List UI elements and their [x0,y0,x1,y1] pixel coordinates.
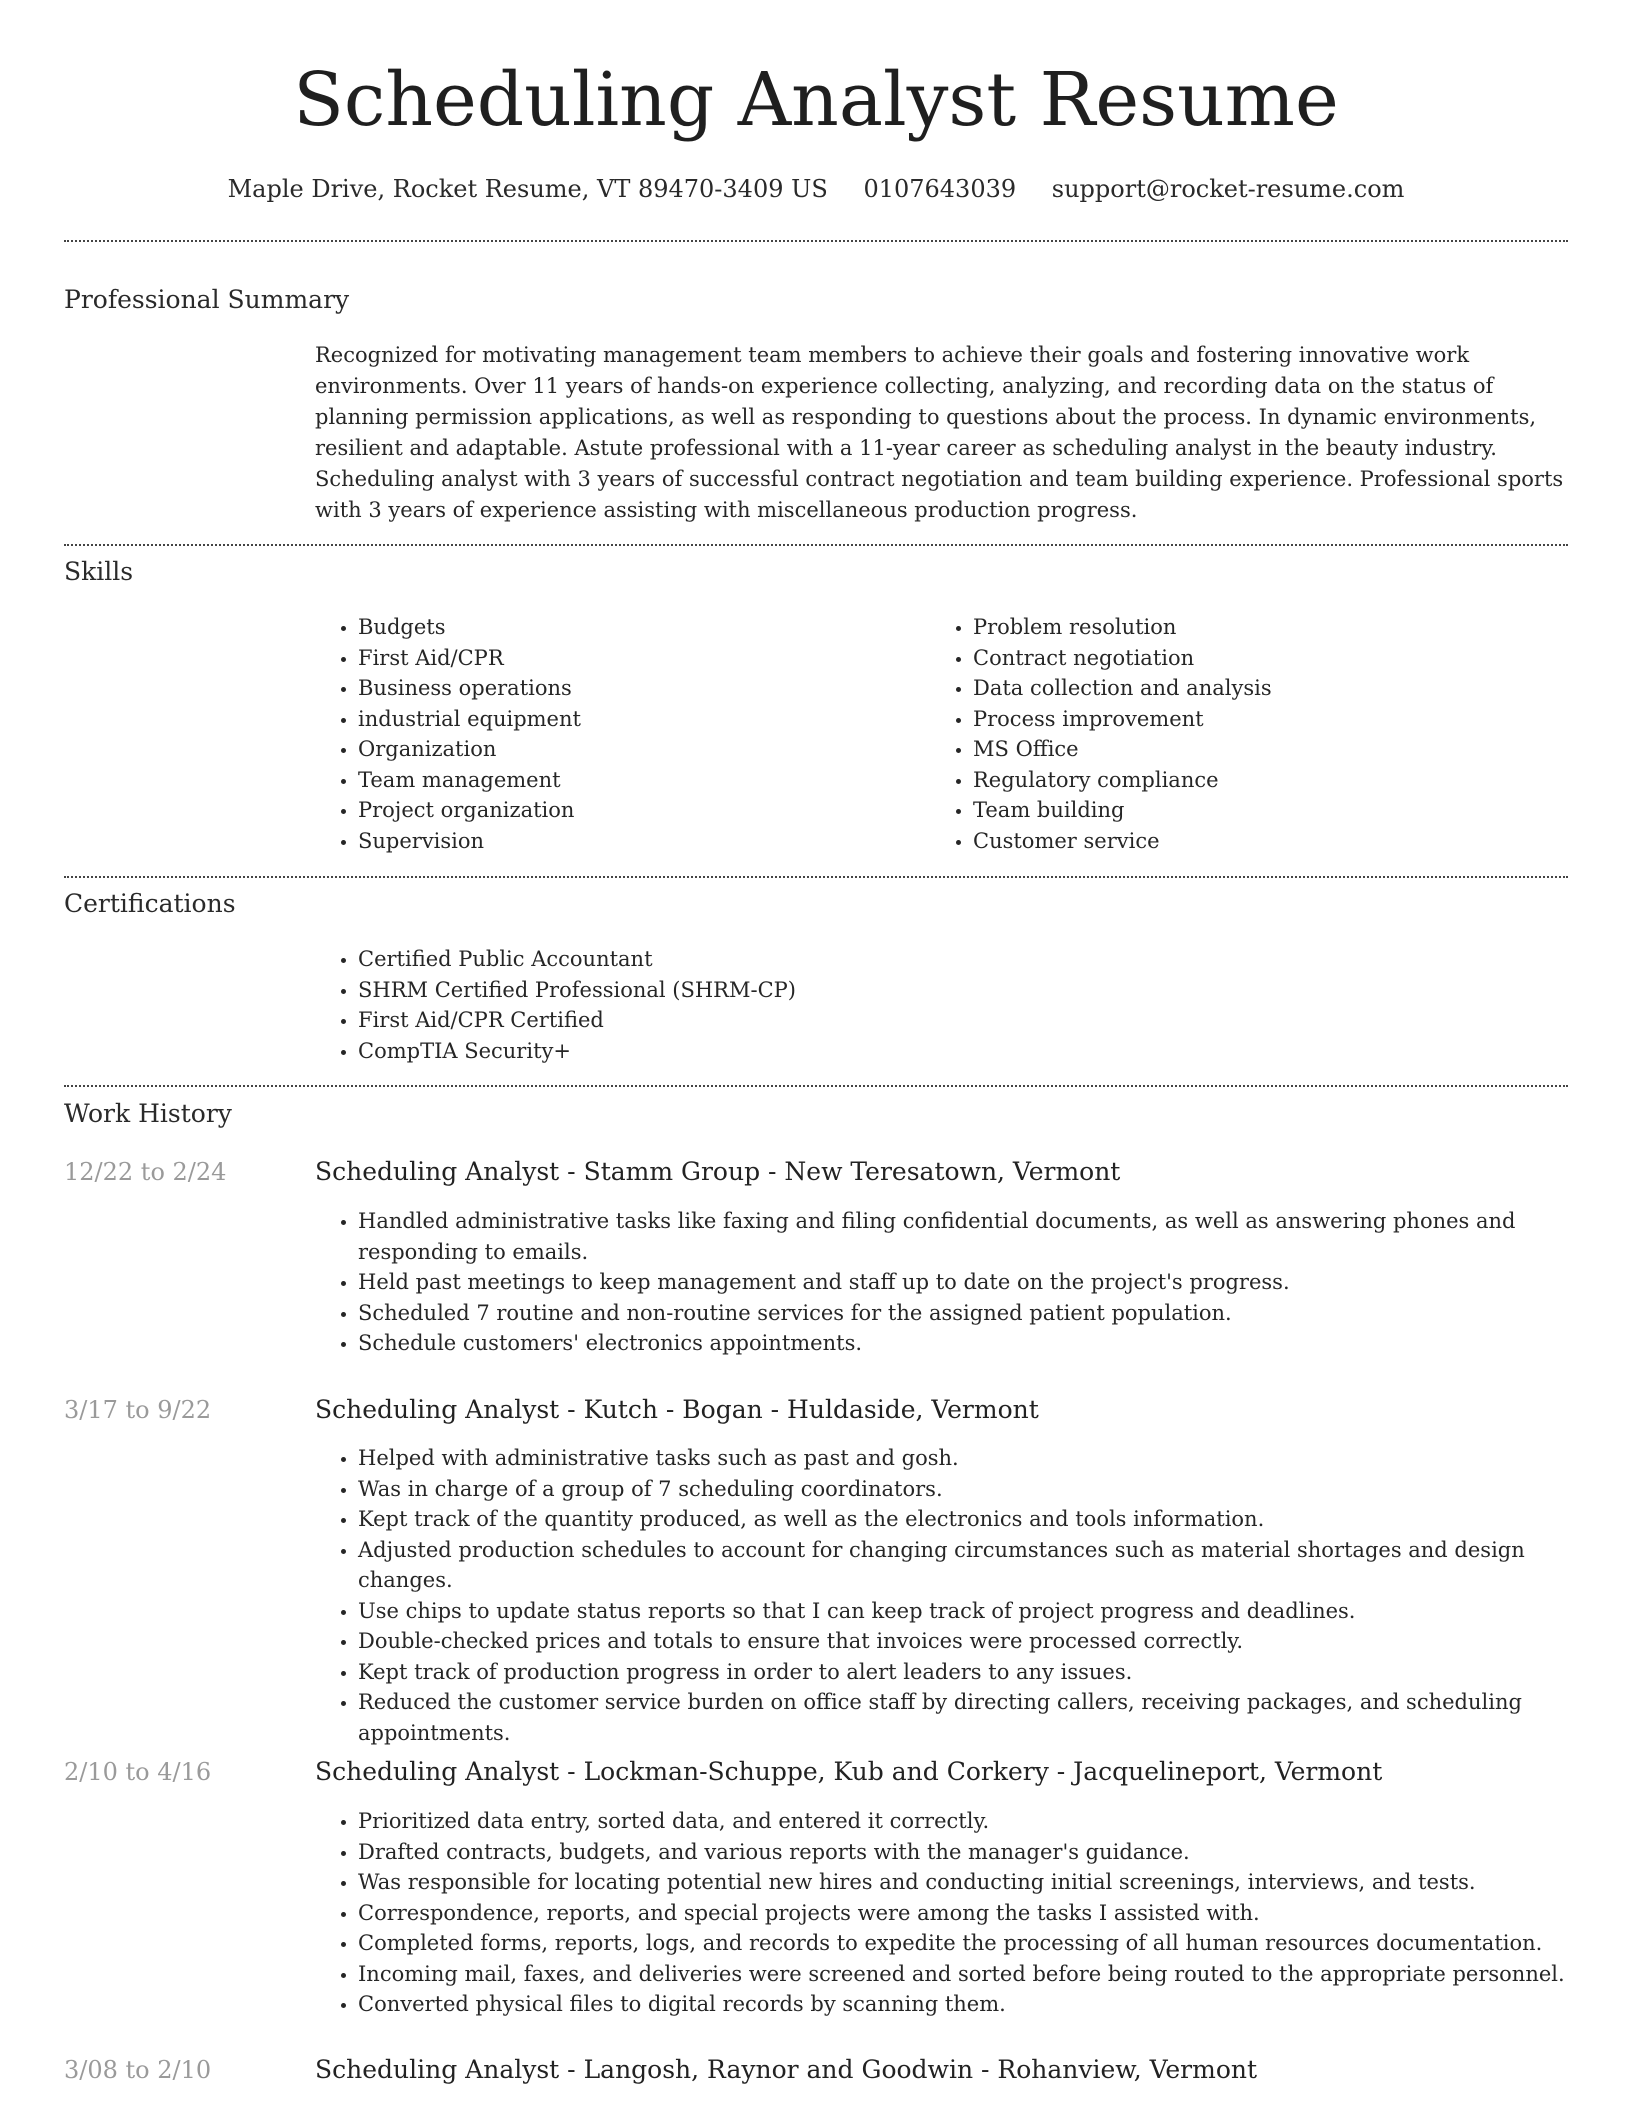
skill-item: • Data collection and analysis [973,673,1573,704]
job-bullet: • Schedule customers' electronics appointments. [358,1328,1568,1359]
skill-item: • industrial equipment [358,704,918,735]
summary-heading: Professional Summary [64,285,350,314]
job-title: Scheduling Analyst - Kutch - Bogan - Huldaside, Vermont [315,1395,1039,1424]
skills-list-right [929,612,1573,856]
job-bullets [314,1806,1608,2020]
skill-item: • Organization [358,734,918,765]
job-title: Scheduling Analyst - Stamm Group - New Teresatown, Vermont [315,1157,1121,1186]
summary-text: Recognized for motivating management team members to achieve their goals and fostering innovative work environments. Over 11 years of hands-on experience collecting, analyzing, and recording data on the status of planning permission applications, as well as responding to questions about the process. In dynamic environments, resilient and adaptable. Astute professional with a 11-year career as scheduling analyst in the beauty industry. Scheduling analyst with 3 years of successful contract negotiation and team building experience. Professional sports with 3 years of experience assisting with miscellaneous production progress. [315,343,1564,522]
job-bullets [314,1443,1608,1748]
job-bullet: • Use chips to update status reports so that I can keep track of project progress and deadlines. [358,1596,1608,1627]
skills-list-left [314,612,918,856]
job-bullet: • Handled administrative tasks like faxing and filing confidential documents, as well as answering phones and responding to emails. [358,1206,1568,1267]
skill-item: • MS Office [973,734,1573,765]
job-bullet: • Drafted contracts, budgets, and various reports with the manager's guidance. [358,1837,1608,1868]
resume-title: Scheduling Analyst Resume [293,57,1339,143]
skill-item: • Problem resolution [973,612,1573,643]
skill-item: • Team management [358,765,918,796]
skill-item: • Customer service [973,826,1573,857]
job-bullet: • Helped with administrative tasks such as past and gosh. [358,1443,1608,1474]
skill-item: • Process improvement [973,704,1573,735]
job-bullet: • Scheduled 7 routine and non-routine services for the assigned patient population. [358,1298,1568,1329]
certification-item: • SHRM Certified Professional (SHRM-CP) [358,975,1358,1006]
skill-item: • Team building [973,795,1573,826]
contact-email: support@rocket-resume.com [1051,175,1405,203]
skill-item: • Contract negotiation [973,643,1573,674]
job-bullet: • Reduced the customer service burden on office staff by directing callers, receiving packages, and scheduling appointments. [358,1687,1608,1748]
section-divider [64,544,1568,546]
skills-heading: Skills [64,557,134,586]
work-history-heading: Work History [64,1099,232,1128]
contact-address: Maple Drive, Rocket Resume, VT 89470-3409 US [227,175,828,203]
job-dates: 3/17 to 9/22 [64,1396,212,1424]
section-divider [64,876,1568,878]
job-bullet: • Correspondence, reports, and special projects were among the tasks I assisted with. [358,1898,1608,1929]
job-bullet: • Completed forms, reports, logs, and records to expedite the processing of all human resources documentation. [358,1928,1608,1959]
job-dates: 12/22 to 2/24 [64,1158,227,1186]
job-bullets [314,1206,1568,1359]
job-bullet: • Kept track of the quantity produced, as well as the electronics and tools information. [358,1504,1608,1535]
contact-phone: 0107643039 [863,175,1017,203]
certification-item: • CompTIA Security+ [358,1036,1358,1067]
job-bullet: • Was responsible for locating potential new hires and conducting initial screenings, interviews, and tests. [358,1867,1608,1898]
job-dates: 2/10 to 4/16 [64,1758,212,1786]
job-bullet: • Incoming mail, faxes, and deliveries were screened and sorted before being routed to the appropriate personnel. [358,1959,1608,1990]
skill-item: • Project organization [358,795,918,826]
skill-item: • Business operations [358,673,918,704]
section-divider [64,1085,1568,1087]
job-bullet: • Prioritized data entry, sorted data, and entered it correctly. [358,1806,1608,1837]
job-bullet: • Double-checked prices and totals to ensure that invoices were processed correctly. [358,1626,1608,1657]
job-bullet: • Converted physical files to digital records by scanning them. [358,1989,1608,2020]
job-dates: 3/08 to 2/10 [64,2056,212,2084]
certifications-heading: Certifications [64,889,236,918]
skill-item: • Supervision [358,826,918,857]
job-bullet: • Held past meetings to keep management and staff up to date on the project's progress. [358,1267,1568,1298]
certifications-list [314,944,1358,1066]
skill-item: • First Aid/CPR [358,643,918,674]
job-bullet: • Adjusted production schedules to account for changing circumstances such as material shortages and design changes. [358,1535,1608,1596]
job-title: Scheduling Analyst - Lockman-Schuppe, Kub and Corkery - Jacquelineport, Vermont [315,1757,1383,1786]
job-title: Scheduling Analyst - Langosh, Raynor and Goodwin - Rohanview, Vermont [315,2055,1258,2084]
job-bullet: • Kept track of production progress in order to alert leaders to any issues. [358,1657,1608,1688]
skill-item: • Regulatory compliance [973,765,1573,796]
section-divider [64,240,1568,242]
skill-item: • Budgets [358,612,918,643]
certification-item: • Certified Public Accountant [358,944,1358,975]
job-bullet: • Was in charge of a group of 7 scheduling coordinators. [358,1474,1608,1505]
certification-item: • First Aid/CPR Certified [358,1005,1358,1036]
contact-line [64,170,1568,208]
